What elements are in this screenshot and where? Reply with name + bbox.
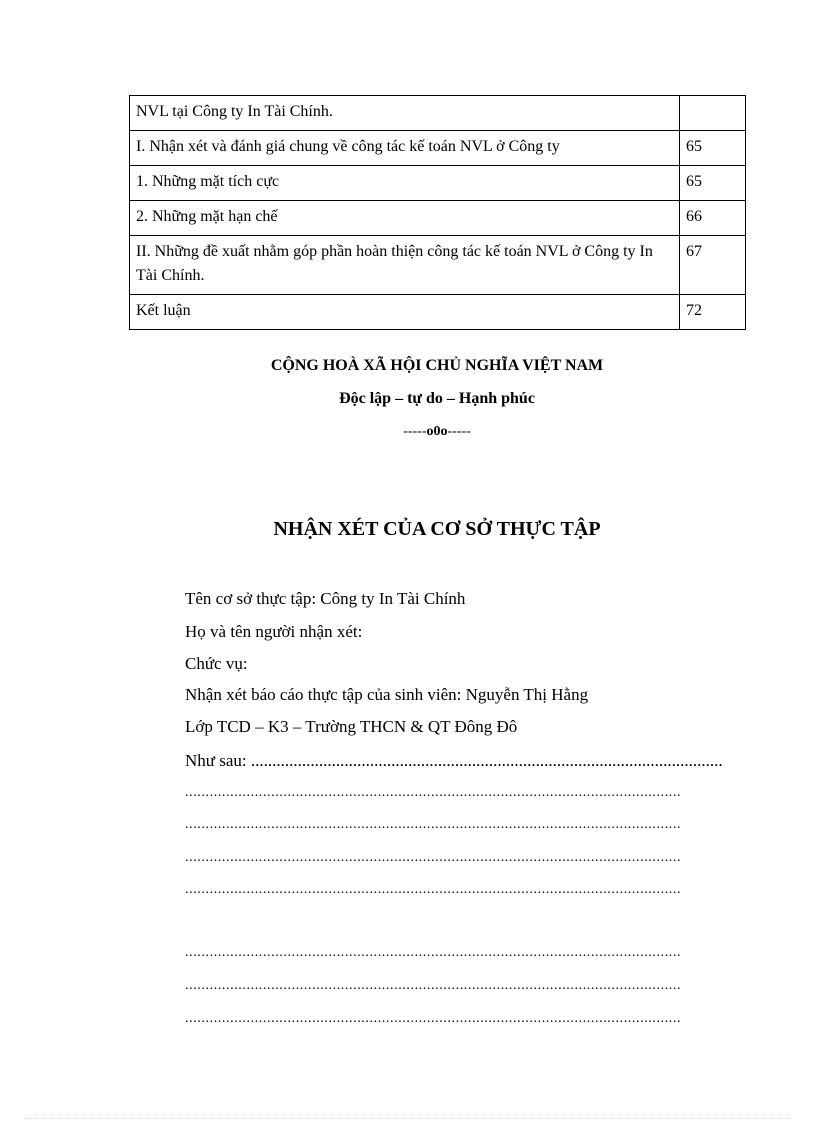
toc-entry-text: NVL tại Công ty In Tài Chính. (130, 96, 680, 131)
separator-mark: o0o (426, 424, 448, 439)
table-row (130, 166, 746, 201)
toc-entry-page: 66 (680, 201, 746, 236)
dotted-line: ......................................................................................................................... (185, 817, 682, 832)
toc-entry-text: Kết luận (130, 295, 680, 330)
toc-entry-page: 65 (680, 131, 746, 166)
toc-entry-text: 2. Những mặt hạn chế (130, 201, 680, 236)
reviewer-field: Họ và tên người nhận xét: (185, 622, 363, 641)
dotted-line: ......................................................................................................................... (185, 945, 682, 960)
toc-entry-page: 65 (680, 166, 746, 201)
position-field: Chức vụ: (185, 654, 248, 673)
separator (0, 424, 816, 440)
toc-entry-text: I. Nhận xét và đánh giá chung về công tác kế toán NVL ở Công ty (130, 131, 680, 166)
dotted-line: ......................................................................................................................... (185, 785, 682, 800)
toc-entry-page (680, 96, 746, 131)
review-field: Nhận xét báo cáo thực tập của sinh viên: Nguyễn Thị Hằng (185, 685, 589, 704)
as-follows-line: Như sau: ............................................................................................................... (185, 751, 723, 770)
toc-entry-page: 67 (680, 236, 746, 295)
dotted-line: ......................................................................................................................... (185, 978, 682, 993)
separator-left: ----- (403, 424, 427, 439)
nation-heading: CỘNG HOÀ XÃ HỘI CHỦ NGHĨA VIỆT NAM (270, 357, 604, 374)
motto-heading: Độc lập – tự do – Hạnh phúc (339, 390, 535, 407)
table-of-contents (129, 95, 746, 330)
dotted-line: ......................................................................................................................... (185, 882, 682, 897)
table-row (130, 131, 746, 166)
dotted-line: ......................................................................................................................... (185, 850, 682, 865)
class-field: Lớp TCD – K3 – Trường THCN & QT Đông Đô (185, 717, 518, 736)
page-edge-divider (24, 1118, 792, 1119)
toc-entry-text: 1. Những mặt tích cực (130, 166, 680, 201)
table-row (130, 201, 746, 236)
table-row (130, 96, 746, 131)
facility-field: Tên cơ sở thực tập: Công ty In Tài Chính (185, 589, 466, 608)
toc-entry-page: 72 (680, 295, 746, 330)
table-row (130, 236, 746, 295)
dotted-line: ......................................................................................................................... (185, 1011, 682, 1026)
separator-right: ----- (447, 424, 471, 439)
table-row (130, 295, 746, 330)
toc-entry-text: II. Những đề xuất nhằm góp phần hoàn thiện công tác kế toán NVL ở Công ty In Tài Chính. (130, 236, 680, 295)
page-title: NHẬN XÉT CỦA CƠ SỞ THỰC TẬP (273, 518, 601, 540)
